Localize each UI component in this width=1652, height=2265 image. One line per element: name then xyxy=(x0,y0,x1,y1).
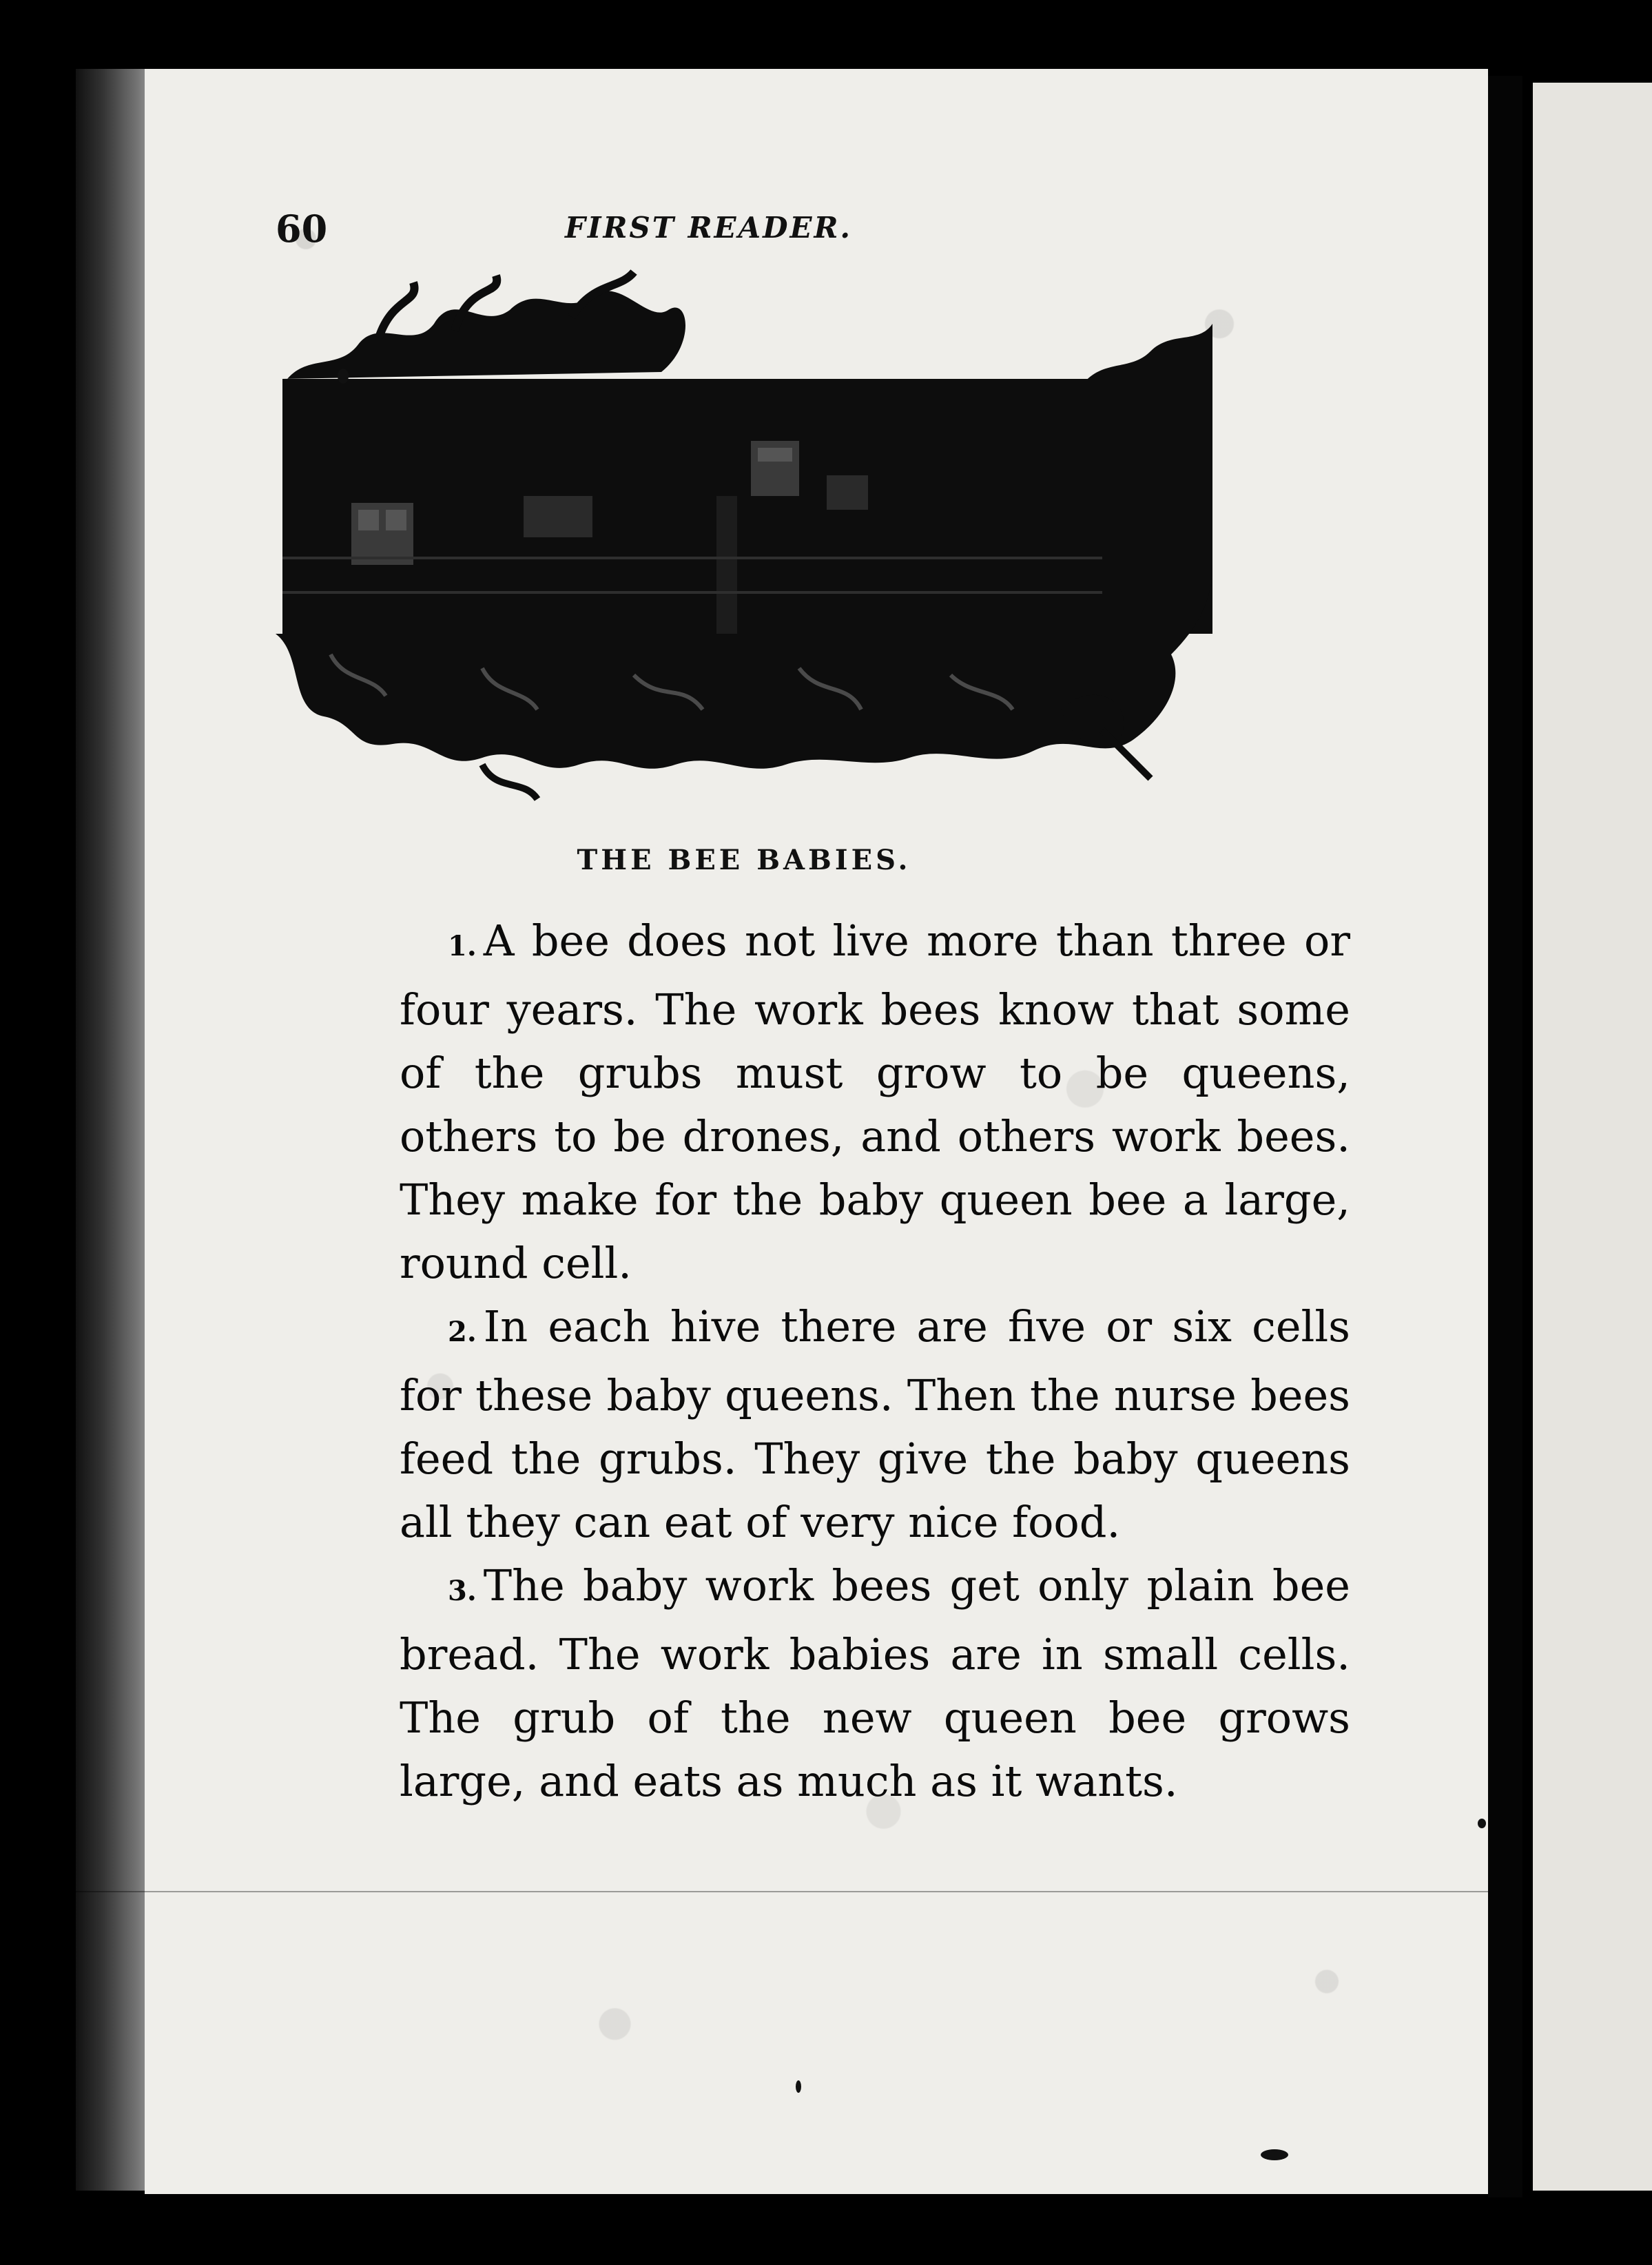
book-title: FIRST READER. xyxy=(565,211,853,245)
scan-artifact-line xyxy=(0,1891,1488,1892)
facing-page-edge xyxy=(1533,83,1652,2191)
hive-house-icon xyxy=(276,269,1212,806)
page-number: 60 xyxy=(276,207,328,251)
paragraph-number: 1. xyxy=(448,930,477,962)
running-head xyxy=(276,207,1047,262)
paragraph-text: A bee does not live more than three or four years. The work bees know that some of the grubs must grow to be queens, others to be drones, and others work bees. They make for the baby queen bee a large, round cell. xyxy=(400,916,1350,1288)
paragraph-text: In each hive there are five or six cells for these baby queens. Then the nurse bees feed the grubs. They give the baby queens all they can eat of very nice food. xyxy=(400,1301,1350,1547)
ink-speck xyxy=(338,369,349,384)
ink-speck xyxy=(796,2080,801,2093)
ink-speck xyxy=(1478,1819,1486,1828)
paragraph-number: 3. xyxy=(448,1575,477,1607)
paragraph-2 xyxy=(400,1295,1350,1554)
page-gutter xyxy=(1488,76,1522,2197)
lesson-title: THE BEE BABIES. xyxy=(577,844,911,876)
ink-speck xyxy=(1261,2149,1288,2160)
hive-house-illustration xyxy=(276,269,1212,806)
lesson-text xyxy=(400,909,1350,1813)
paragraph-text: The baby work bees get only plain bee bread. The work babies are in small cells. The grub of the new queen bee grows large, and eats as much as it wants. xyxy=(400,1560,1350,1806)
paragraph-number: 2. xyxy=(448,1316,477,1348)
paragraph-3 xyxy=(400,1554,1350,1813)
paragraph-1 xyxy=(400,909,1350,1295)
